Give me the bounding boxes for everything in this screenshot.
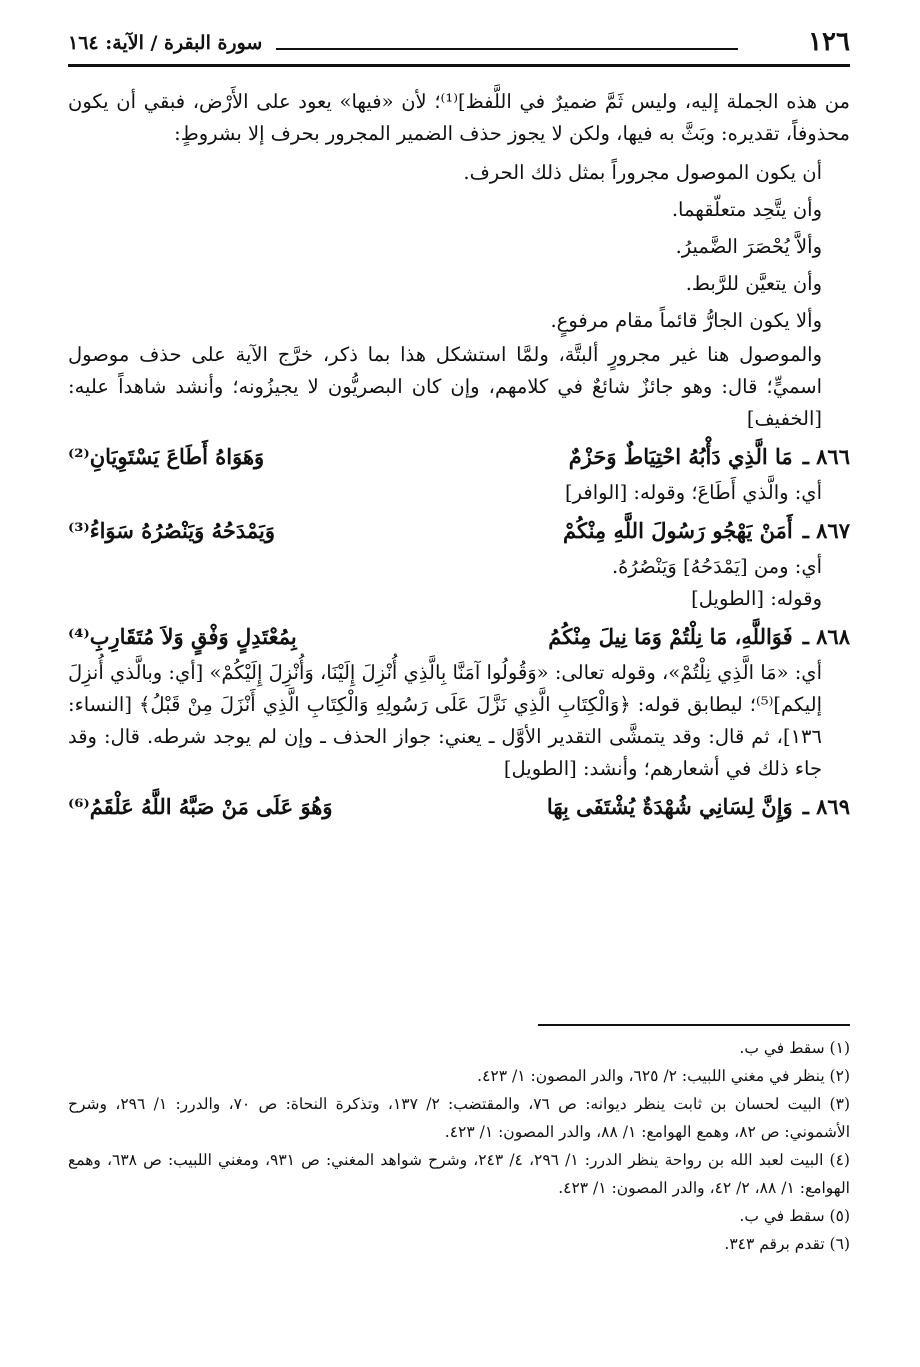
footnote-2: (٢) ينظر في مغني اللبيب: ٢/ ٦٢٥، والدر المصون: ١/ ٤٢٣. [477, 1067, 850, 1085]
condition-item: وأن يتَّحِد متعلّقهما. [671, 198, 822, 221]
verse-hemistich-1: أَمَنْ يَهْجُو رَسُولَ اللَّهِ مِنْكُمْ [563, 518, 793, 543]
verse-867-commentary: أي: ومن [يَمْدَحُهُ] وَيَنْصُرُهُ. [611, 555, 822, 578]
page-number: ١٢٦ [808, 27, 850, 57]
verse-869 [68, 787, 850, 827]
condition-item: وألاَّ يُحْصَرَ الضَّميرُ. [675, 235, 822, 258]
verse-number: ٨٦٩ ـ [802, 794, 850, 819]
footnotes [68, 1034, 850, 1258]
conditions-list [68, 154, 850, 339]
verse-hemistich-1: وَإِنَّ لِسَانِي شُهْدَةٌ يُشْتَفَى بِهَا [546, 794, 793, 819]
book-page [68, 0, 850, 1367]
verse-hemistich-2: وَهُوَ عَلَى مَنْ صَبَّهُ اللَّهُ عَلْقَمُ⁽⁶⁾ [68, 794, 333, 819]
verse-866 [68, 437, 850, 477]
footnote-6: (٦) تقدم برقم ٣٤٣. [724, 1235, 850, 1253]
verse-868 [68, 617, 850, 657]
verse-868-intro: وقوله: [الطويل] [691, 587, 822, 610]
footnote-4: (٤) البيت لعبد الله بن رواحة ينظر الدرر: ١/ ٢٩٦، ٤/ ٢٤٣، وشرح شواهد المغني: ص ٩٣١، ومغني اللبيب: ص ٦٣٨، وهمع الهوامع: ١/ ٨٨، ٢/ ٤٢، والدر المصون: ١/ ٤٢٣. [68, 1151, 850, 1197]
header-dash [276, 48, 738, 50]
footnote-5: (٥) سقط في ب. [739, 1207, 850, 1225]
verse-number: ٨٦٨ ـ [802, 624, 850, 649]
footnote-3: (٣) البيت لحسان بن ثابت ينظر ديوانه: ص ٧٦، والمقتضب: ٢/ ١٣٧، وتذكرة النحاة: ص ٧٠، والدرر: ١/ ٢٩٦، وشرح الأشموني: ص ٨٢، وهمع الهوامع: ١/ ٨٨، والدر المصون: ١/ ٤٢٣. [68, 1095, 850, 1141]
verse-number: ٨٦٧ ـ [802, 518, 850, 543]
verse-hemistich-1: مَا الَّذِي دَأْبُهُ احْتِيَاطٌ وَحَزْمٌ [568, 444, 793, 469]
footnote-rule [538, 1024, 850, 1026]
footnote-1: (١) سقط في ب. [739, 1039, 850, 1057]
main-text [68, 86, 850, 827]
verse-867 [68, 511, 850, 551]
condition-item: وألا يكون الجارُّ قائماً مقام مرفوعٍ. [550, 309, 822, 332]
running-title: سورة البقرة / الآية: ١٦٤ [68, 32, 263, 54]
paragraph-3: أي: «مَا الَّذِي نِلْتُمْ»، وقوله تعالى: «وَقُولُوا آمَنَّا بِالَّذِي أُنْزِلَ إِلَيْنَا، وَأُنْزِلَ إِلَيْكُمْ» [أي: وبالَّذي أُنزِلَ إليكم]⁽⁵⁾؛ ليطابق قوله: ﴿وَالْكِتَابِ الَّذِي نَزَّلَ عَلَى رَسُولِهِ وَالْكِتَابِ الَّذِي أَنْزَلَ مِنْ قَبْلُ﴾ [النساء: ١٣٦]، ثم قال: وقد يتمشَّى التقدير الأوَّل ـ يعني: جواز الحذف ـ وإن لم يوجد شرطه. قال: وقد جاء ذلك في أشعارهم؛ وأنشد: [الطويل] [68, 661, 822, 780]
condition-item: أن يكون الموصول مجروراً بمثل ذلك الحرف. [463, 161, 822, 184]
condition-item: وأن يتعيَّن للرَّبط. [685, 272, 822, 295]
paragraph-1: من هذه الجملة إليه، وليس ثَمَّ ضميرٌ في اللَّفظ]⁽¹⁾؛ لأن «فيها» يعود على الأَرْض، فبقي أن يكون محذوفاً، تقديره: وبَثَّ به فيها، ولكن لا يجوز حذف الضمير المجرور بحرف إلا بشروطٍ: [68, 90, 850, 145]
header-rule [68, 64, 850, 67]
verse-hemistich-1: فَوَاللَّهِ، مَا نِلْتُمْ وَمَا نِيلَ مِنْكُمُ [548, 624, 793, 649]
verse-866-commentary: أي: والَّذي أَطَاعَ؛ وقوله: [الوافر] [565, 481, 822, 504]
paragraph-2: والموصول هنا غير مجرورٍ ألبتَّة، ولمَّا استشكل هذا بما ذكر، خرَّج الآية على حذف موصول اسميٍّ؛ قال: وهو جائزٌ شائعٌ في كلامهم، وإن كان البصريُّون لا يجيزُونه؛ وأنشد شاهداً عليه: [الخفيف] [68, 343, 822, 430]
page-header [68, 26, 850, 66]
verse-hemistich-2: وَهَوَاهُ أَطَاعَ يَسْتَوِيَانِ⁽²⁾ [68, 444, 265, 469]
verse-number: ٨٦٦ ـ [802, 444, 850, 469]
verse-hemistich-2: وَيَمْدَحُهُ وَيَنْصُرُهُ سَوَاءُ⁽³⁾ [68, 518, 276, 543]
verse-hemistich-2: بِمُعْتَدِلٍ وَفْقٍ وَلاَ مُتَقَارِبِ⁽⁴⁾ [68, 624, 297, 649]
